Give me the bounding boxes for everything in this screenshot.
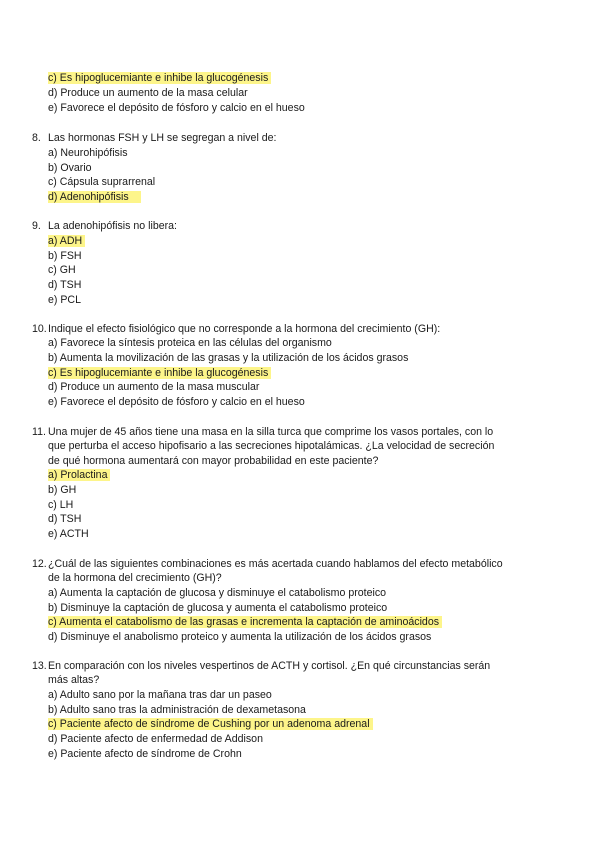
option-line: e) Favorece el depósito de fósforo y calcio en el hueso (48, 102, 305, 114)
option-line (48, 468, 110, 482)
option-line: a) Neurohipófisis (48, 147, 128, 159)
option-line: d) Produce un aumento de la masa celular (48, 87, 248, 99)
option-line: d) Paciente afecto de enfermedad de Addison (48, 733, 263, 745)
question-text: de la hormona del crecimiento (GH)? (48, 572, 222, 584)
option-line: d) TSH (48, 279, 82, 291)
option-line: e) PCL (48, 294, 81, 306)
question-text: más altas? (48, 674, 100, 686)
highlighted-answer: c) Es hipoglucemiante e inhibe la glucogénesis (48, 367, 271, 379)
option-line (48, 234, 85, 248)
question-text: ¿Cuál de las siguientes combinaciones es más acertada cuando hablamos del efecto metabólico (48, 558, 503, 570)
question-text: Una mujer de 45 años tiene una masa en la silla turca que comprime los vasos portales, con lo (48, 426, 494, 438)
highlighted-answer: c) Aumenta el catabolismo de las grasas e incrementa la captación de aminoácidos (48, 616, 442, 628)
option-line (48, 366, 271, 380)
highlighted-answer: a) Prolactina (48, 469, 110, 481)
option-line (48, 190, 141, 204)
highlighted-answer: c) Es hipoglucemiante e inhibe la glucogénesis (48, 72, 271, 84)
option-line: d) Produce un aumento de la masa muscular (48, 381, 260, 393)
option-line: d) TSH (48, 513, 82, 525)
question-number: 8. (32, 132, 41, 144)
option-line (48, 717, 373, 731)
question-text: Indique el efecto fisiológico que no corresponde a la hormona del crecimiento (GH): (48, 323, 441, 335)
highlighted-answer: d) Adenohipófisis (48, 191, 141, 203)
option-line: b) Disminuye la captación de glucosa y aumenta el catabolismo proteico (48, 602, 388, 614)
option-line: c) Cápsula suprarrenal (48, 176, 156, 188)
option-line: e) ACTH (48, 528, 89, 540)
question-number: 12. (32, 558, 47, 570)
highlighted-answer: a) ADH (48, 235, 85, 247)
option-line: c) LH (48, 499, 74, 511)
question-number: 9. (32, 220, 41, 232)
question-text: La adenohipófisis no libera: (48, 220, 177, 232)
question-number: 10. (32, 323, 47, 335)
question-number: 11. (32, 426, 46, 438)
option-line: a) Favorece la síntesis proteica en las células del organismo (48, 337, 332, 349)
option-line (48, 615, 442, 629)
option-line: b) Adulto sano tras la administración de dexametasona (48, 704, 306, 716)
option-line: b) GH (48, 484, 77, 496)
option-line: a) Adulto sano por la mañana tras dar un paseo (48, 689, 272, 701)
question-text: que perturba el acceso hipofisario a las secreciones hipotalámicas. ¿La velocidad de secreción (48, 440, 495, 452)
option-line: e) Paciente afecto de síndrome de Crohn (48, 748, 242, 760)
option-line: d) Disminuye el anabolismo proteico y aumenta la utilización de los ácidos grasos (48, 631, 432, 643)
question-text: Las hormonas FSH y LH se segregan a nivel de: (48, 132, 277, 144)
question-text: En comparación con los niveles vespertinos de ACTH y cortisol. ¿En qué circunstancias serán (48, 660, 491, 672)
option-line: c) GH (48, 264, 76, 276)
question-text: de qué hormona aumentará con mayor probabilidad en este paciente? (48, 455, 379, 467)
option-line: e) Favorece el depósito de fósforo y calcio en el hueso (48, 396, 305, 408)
option-line: b) Ovario (48, 162, 92, 174)
question-number: 13. (32, 660, 47, 672)
highlighted-answer: c) Paciente afecto de síndrome de Cushing por un adenoma adrenal (48, 718, 373, 730)
option-line: b) Aumenta la movilización de las grasas y la utilización de los ácidos grasos (48, 352, 409, 364)
option-line: b) FSH (48, 250, 82, 262)
option-line: a) Aumenta la captación de glucosa y disminuye el catabolismo proteico (48, 587, 387, 599)
option-line (48, 71, 271, 85)
